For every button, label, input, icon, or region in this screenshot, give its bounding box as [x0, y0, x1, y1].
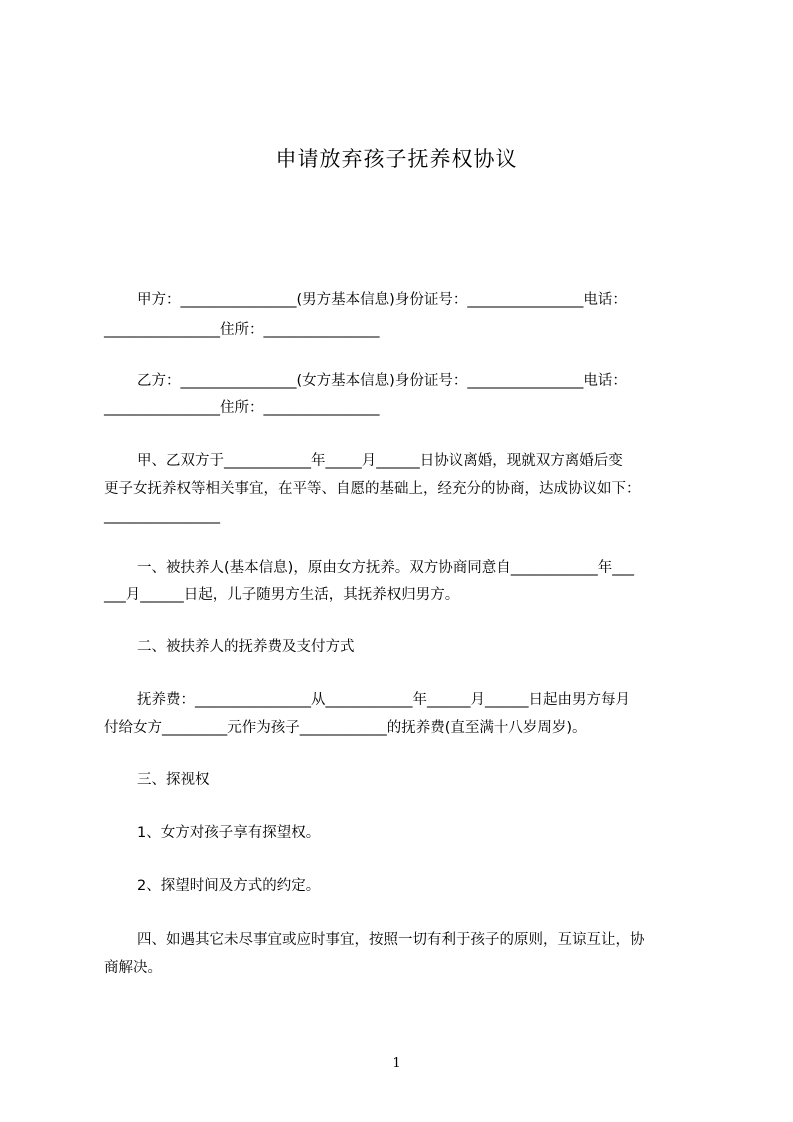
- clause-2-heading: 二、被扶养人的抚养费及支付方式: [137, 639, 355, 655]
- clause-4-line-2: 商解决。: [104, 960, 162, 976]
- party-a-line-2: ________________住所：________________: [104, 322, 380, 338]
- clause-1-line-1: 一、被扶养人(基本信息)，原由女方抚养。双方协商同意自____________年___: [137, 560, 635, 576]
- party-b-line-1: 乙方：________________(女方基本信息)身份证号：________________电话：: [137, 373, 627, 389]
- clause-2-line-1: 抚养费：________________从____________年______月______日起由男方每月: [137, 692, 630, 708]
- document-title: 申请放弃孩子抚养权协议: [275, 147, 518, 171]
- party-b-line-2: ________________住所：________________: [104, 400, 380, 416]
- clause-1-line-2: ___月______日起，儿子随男方生活，其抚养权归男方。: [104, 587, 460, 603]
- clause-3-heading: 三、探视权: [137, 772, 210, 788]
- clause-4-line-1: 四、如遇其它未尽事宜或应时事宜，按照一切有利于孩子的原则，互谅互让，协: [137, 932, 645, 948]
- clause-3-item-2: 2、探望时间及方式的约定。: [137, 878, 321, 894]
- clause-3-item-1: 1、女方对孩子享有探望权。: [137, 825, 321, 841]
- intro-line-3: ________________: [104, 508, 220, 524]
- intro-line-2: 更子女抚养权等相关事宜，在平等、自愿的基础上，经充分的协商，达成协议如下：: [104, 481, 641, 497]
- clause-2-line-2: 付给女方_________元作为孩子____________的抚养费(直至满十八岁周岁)。: [104, 720, 587, 736]
- party-a-line-1: 甲方：________________(男方基本信息)身份证号：________________电话：: [137, 292, 627, 308]
- page-number: 1: [392, 1056, 401, 1071]
- intro-line-1: 甲、乙双方于____________年_____月______日协议离婚，现就双方离婚后变: [137, 453, 623, 469]
